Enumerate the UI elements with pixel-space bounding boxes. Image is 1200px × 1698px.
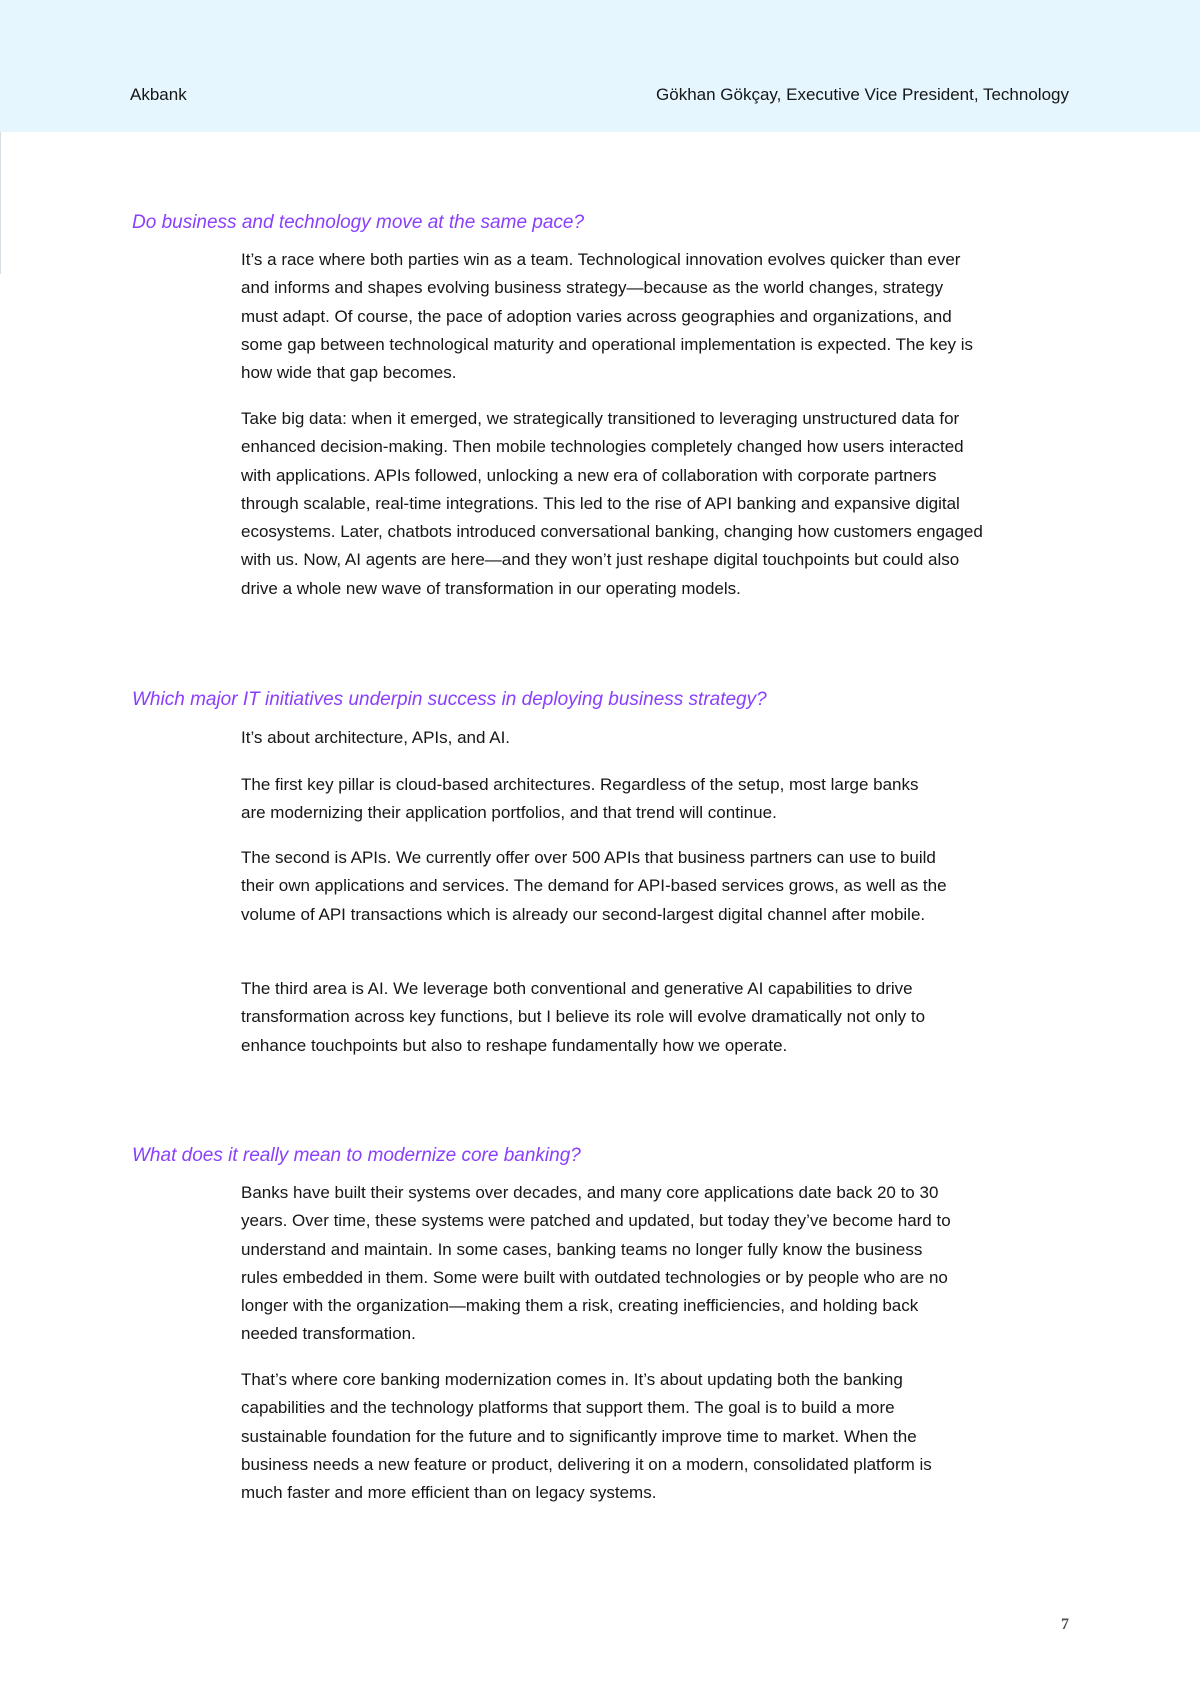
page-header-band <box>0 0 1200 132</box>
answer-paragraph-2-4: The third area is AI. We leverage both conventional and generative AI capabilities to drive transformation across key functions, but I believe its role will evolve dramatically not only to enhance touchpoints but also to reshape fundamentally how we operate. <box>241 979 926 1055</box>
question-heading-1: Do business and technology move at the same pace? <box>132 212 585 233</box>
answer-paragraph-2-1: It’s about architecture, APIs, and AI. <box>241 728 511 747</box>
question-heading-2: Which major IT initiatives underpin success in deploying business strategy? <box>132 689 767 710</box>
answer-paragraph-2-2: The first key pillar is cloud-based architectures. Regardless of the setup, most large banks are modernizing their application portfolios, and that trend will continue. <box>241 775 919 823</box>
question-heading-3: What does it really mean to modernize core banking? <box>132 1145 581 1166</box>
answer-paragraph-2-3: The second is APIs. We currently offer over 500 APIs that business partners can use to build their own applications and services. The demand for API-based services grows, as well as the volume of API transactions which is already our second-largest digital channel after mobile. <box>241 848 947 924</box>
answer-paragraph-3-2: That’s where core banking modernization comes in. It’s about updating both the banking capabilities and the technology platforms that support them. The goal is to build a more sustainable foundation for the future and to significantly improve time to market. When the business needs a new feature or product, delivering it on a modern, consolidated platform is much faster and more efficient than on legacy systems. <box>241 1370 932 1503</box>
left-edge-divider <box>0 132 1 274</box>
company-name: Akbank <box>130 85 187 104</box>
author-title: Gökhan Gökçay, Executive Vice President, Technology <box>656 85 1069 104</box>
page-number: 7 <box>1061 1616 1069 1633</box>
answer-paragraph-1-1: It’s a race where both parties win as a team. Technological innovation evolves quicker than ever and informs and shapes evolving business strategy—because as the world changes, strategy must adapt. Of course, the pace of adoption varies across geographies and organizations, and some gap between technological maturity and operational implementation is expected. The key is how wide that gap becomes. <box>241 250 974 383</box>
answer-paragraph-1-2: Take big data: when it emerged, we strategically transitioned to leveraging unstructured data for enhanced decision-making. Then mobile technologies completely changed how users interacted with applications. APIs followed, unlocking a new era of collaboration with corporate partners through scalable, real-time integrations. This led to the rise of API banking and expansive digital ecosystems. Later, chatbots introduced conversational banking, changing how customers engaged with us. Now, AI agents are here—and they won’t just reshape digital touchpoints but could also drive a whole new wave of transformation in our operating models. <box>241 409 983 598</box>
answer-paragraph-3-1: Banks have built their systems over decades, and many core applications date back 20 to 30 years. Over time, these systems were patched and updated, but today they’ve become hard to understand and maintain. In some cases, banking teams no longer fully know the business rules embedded in them. Some were built with outdated technologies or by people who are no longer with the organization—making them a risk, creating inefficiencies, and holding back needed transformation. <box>241 1183 951 1344</box>
